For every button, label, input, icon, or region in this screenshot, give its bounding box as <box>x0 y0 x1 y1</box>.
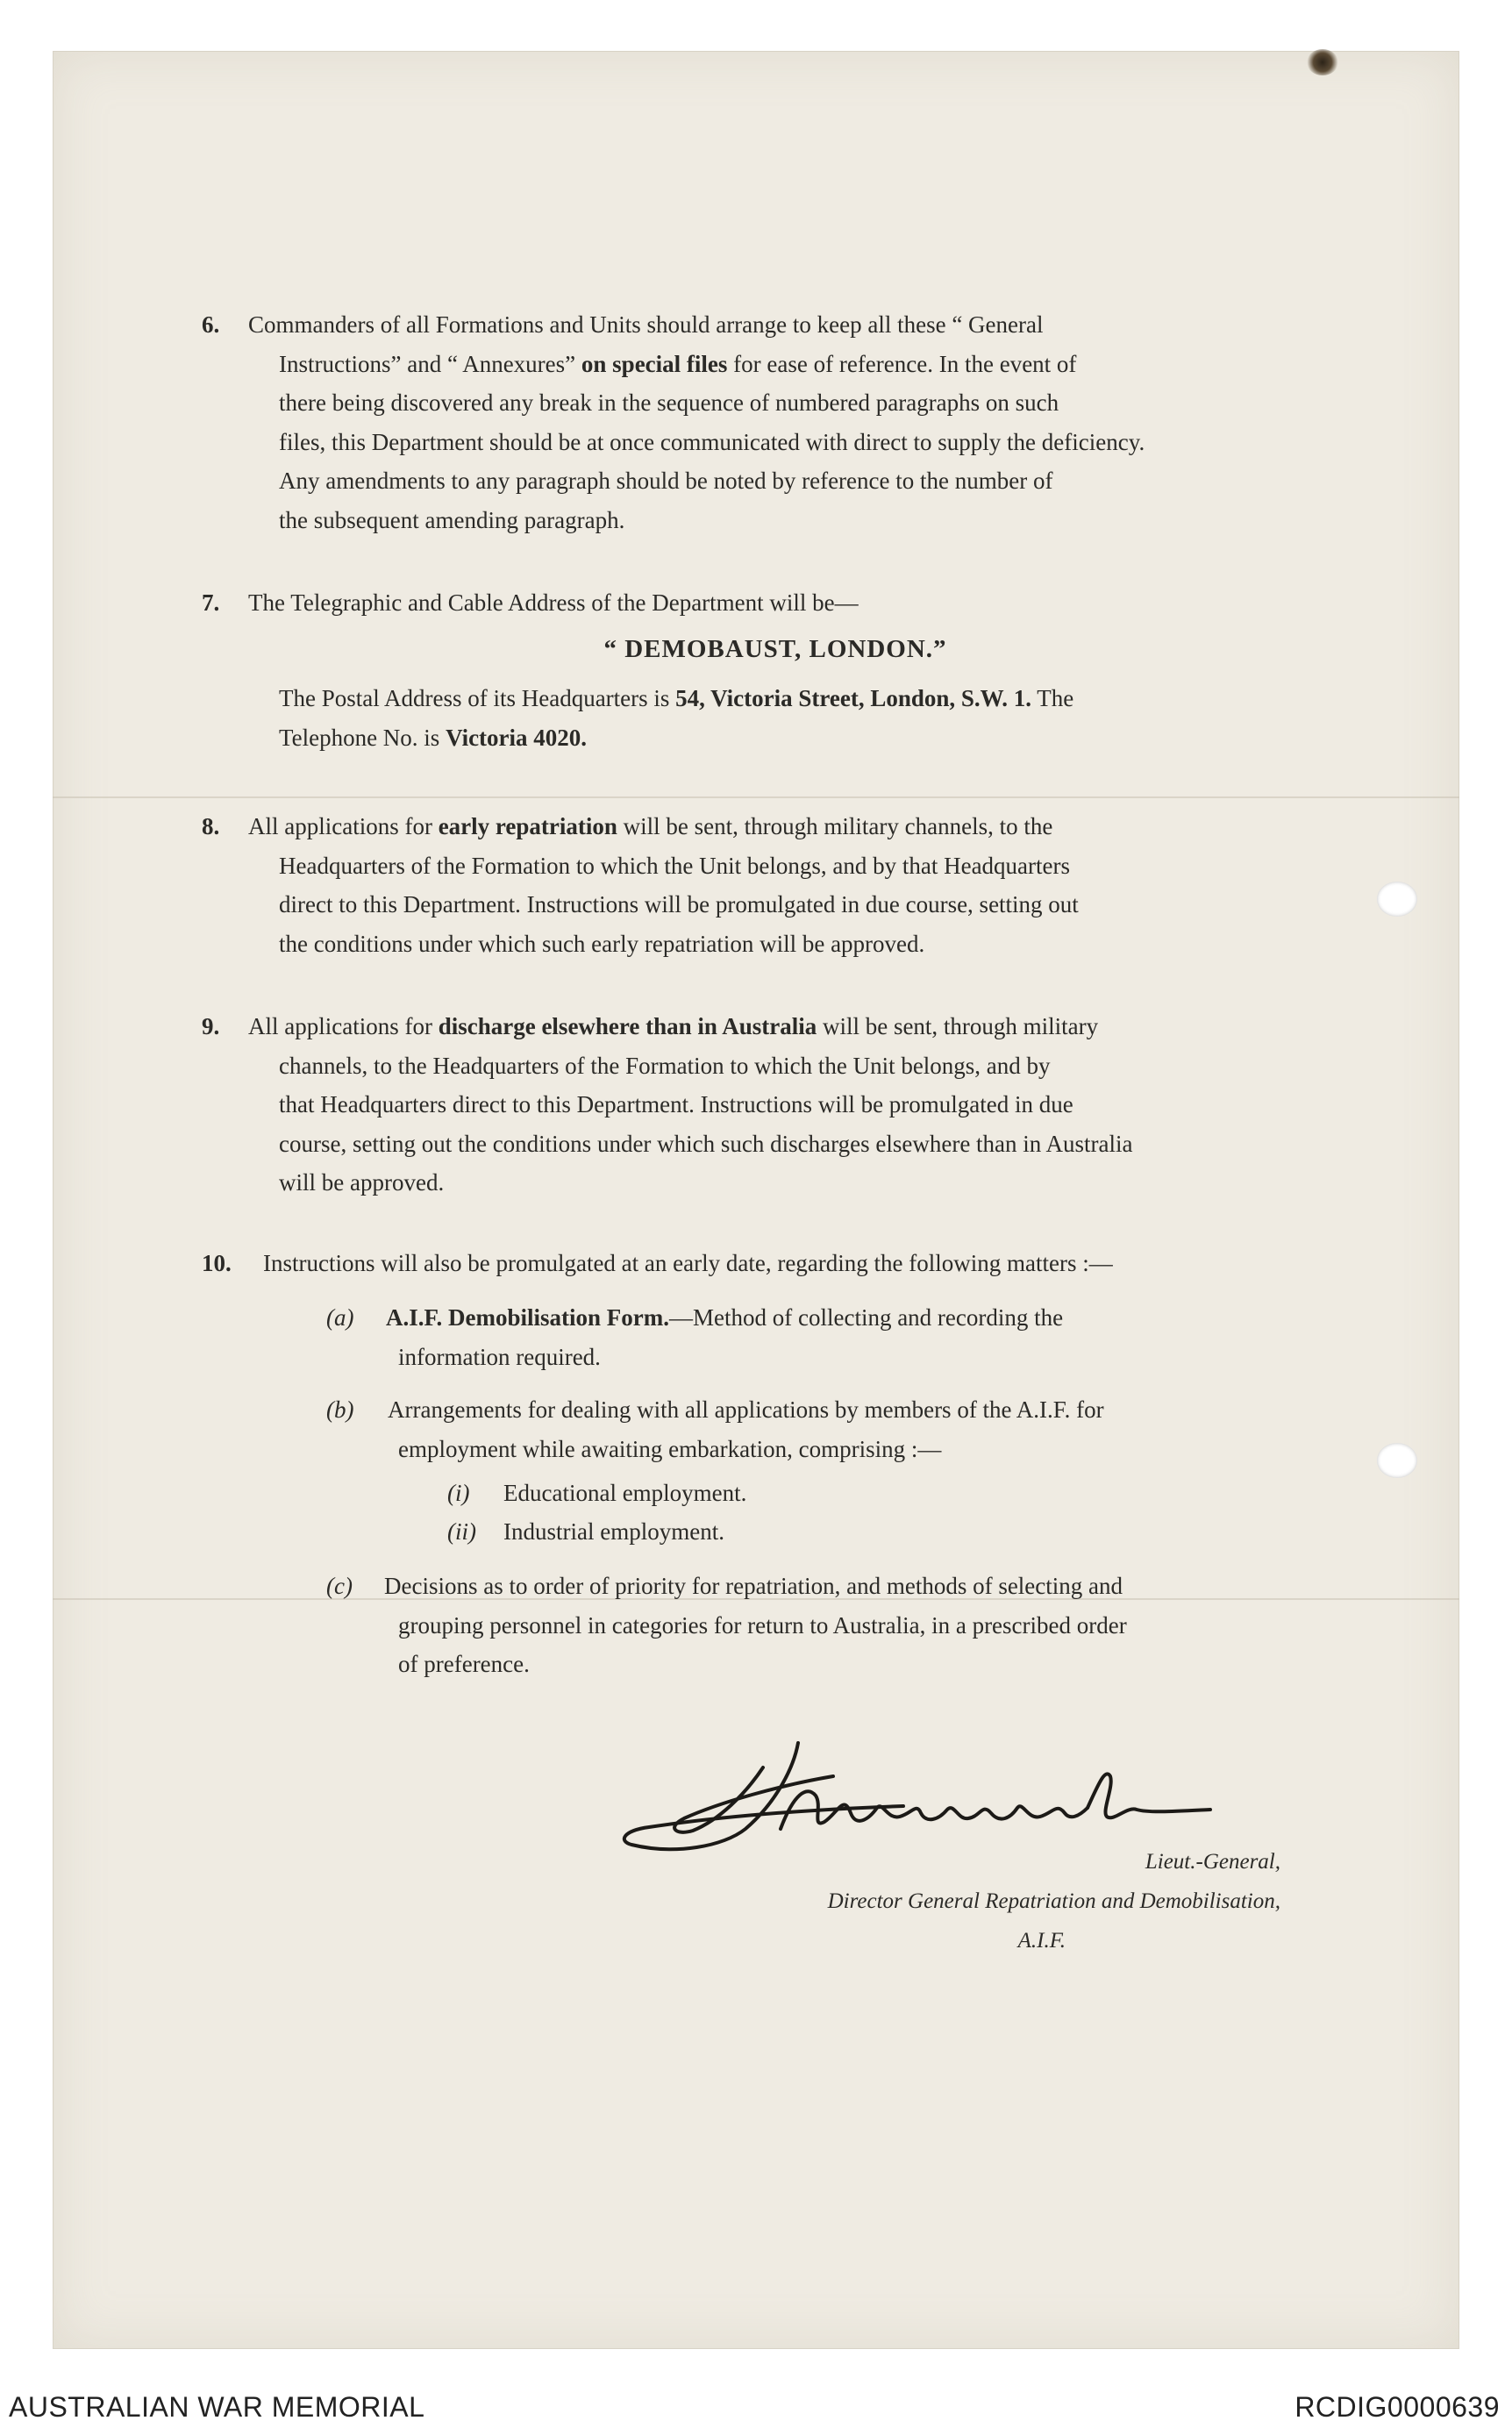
postal-address-bold: 54, Victoria Street, London, S.W. 1. <box>675 685 1031 711</box>
item-b <box>326 1390 1273 1468</box>
paragraph-10 <box>202 1244 1272 1283</box>
paragraph-number: 8. <box>202 813 220 839</box>
paragraph-line: will be approved. <box>279 1169 445 1196</box>
burn-mark <box>1307 49 1338 75</box>
paragraph-number: 6. <box>202 311 220 338</box>
item-line: Arrangements for dealing with all applications by members of the A.I.F. for <box>388 1396 1104 1423</box>
paragraph-number: 10. <box>202 1250 232 1276</box>
item-label: (ii) <box>447 1518 476 1545</box>
paragraph-line: Instructions” and “ Annexures” on special files for ease of reference. In the event of <box>279 350 1077 377</box>
signatory-title: Director General Repatriation and Demobilisation, <box>827 1889 1280 1913</box>
paragraph-number: 9. <box>202 1013 220 1039</box>
punch-hole <box>1377 882 1417 917</box>
telephone-number: Victoria 4020. <box>446 724 588 751</box>
item-line <box>386 1298 1273 1338</box>
postal-text: The Postal Address of its Headquarters is <box>279 685 670 711</box>
paragraph-line: Any amendments to any paragraph should be noted by reference to the number of <box>279 468 1053 494</box>
item-a <box>326 1298 1273 1376</box>
text: —Method of collecting and recording the <box>669 1304 1064 1331</box>
archive-credit: AUSTRALIAN WAR MEMORIAL <box>9 2391 425 2423</box>
telephone-text: Telephone No. is <box>279 724 440 751</box>
paragraph-line: the subsequent amending paragraph. <box>279 506 625 533</box>
text: will be sent, through military channels, to the <box>623 813 1053 839</box>
item-line: employment while awaiting embarkation, comprising :— <box>398 1435 942 1462</box>
item-line: of preference. <box>398 1651 530 1677</box>
paragraph-8 <box>202 807 1272 963</box>
bold-term: early repatriation <box>438 813 617 839</box>
item-label: (a) <box>326 1304 354 1331</box>
paragraph-line: there being discovered any break in the sequence of numbered paragraphs on such <box>279 389 1059 416</box>
paragraph-line: that Headquarters direct to this Department. Instructions will be promulgated in due <box>279 1091 1073 1118</box>
paragraph-line: Commanders of all Formations and Units should arrange to keep all these “ General <box>248 311 1044 338</box>
signatory-rank: Lieut.-General, <box>1145 1850 1280 1874</box>
text: All applications for <box>248 1013 432 1039</box>
telephone <box>279 718 1272 758</box>
item-label: (i) <box>447 1480 470 1506</box>
postal-address <box>279 679 1272 718</box>
bold-term: discharge elsewhere than in Australia <box>438 1013 817 1039</box>
bold-term: A.I.F. Demobilisation Form. <box>386 1304 669 1331</box>
item-i <box>447 1474 1061 1513</box>
paragraph-line: direct to this Department. Instructions will be promulgated in due course, setting out <box>279 891 1079 918</box>
paragraph-7 <box>202 583 1272 757</box>
cable-address: “ DEMOBAUST, LONDON.” <box>603 634 947 663</box>
paragraph-line: channels, to the Headquarters of the Formation to which the Unit belongs, and by <box>279 1052 1051 1079</box>
item-label: (c) <box>326 1573 353 1599</box>
item-ii <box>447 1512 1061 1552</box>
paragraph-number: 7. <box>202 589 220 616</box>
punch-hole <box>1377 1443 1417 1478</box>
signature-block <box>667 1842 1280 1960</box>
item-c <box>326 1567 1277 1684</box>
item-line: information required. <box>398 1343 601 1370</box>
text: will be sent, through military <box>822 1013 1099 1039</box>
paragraph-line: files, this Department should be at once communicated with direct to supply the deficiency. <box>279 428 1145 455</box>
paragraph-line: the conditions under which such early repatriation will be approved. <box>279 930 925 957</box>
paragraph-line: The Telegraphic and Cable Address of the Department will be— <box>248 589 859 616</box>
item-line: Industrial employment. <box>503 1518 724 1545</box>
item-label: (b) <box>326 1396 354 1423</box>
paragraph-line: Instructions will also be promulgated at an early date, regarding the following matters :— <box>263 1250 1113 1276</box>
paragraph-line <box>248 807 1272 846</box>
paragraph-6 <box>202 305 1272 539</box>
paragraph-line: Headquarters of the Formation to which the Unit belongs, and by that Headquarters <box>279 852 1071 879</box>
fold-line <box>53 796 1459 798</box>
signatory-unit: A.I.F. <box>1017 1929 1066 1953</box>
paragraph-line: course, setting out the conditions under which such discharges elsewhere than in Australia <box>279 1130 1133 1157</box>
item-line: Decisions as to order of priority for repatriation, and methods of selecting and <box>384 1573 1123 1599</box>
archive-id: RCDIG0000639 <box>1294 2391 1500 2423</box>
postal-text-end: The <box>1037 685 1074 711</box>
paragraph-9 <box>202 1007 1272 1203</box>
text: All applications for <box>248 813 432 839</box>
paragraph-line <box>248 1007 1272 1046</box>
item-line: grouping personnel in categories for return to Australia, in a prescribed order <box>398 1611 1127 1639</box>
item-line: Educational employment. <box>503 1480 747 1506</box>
